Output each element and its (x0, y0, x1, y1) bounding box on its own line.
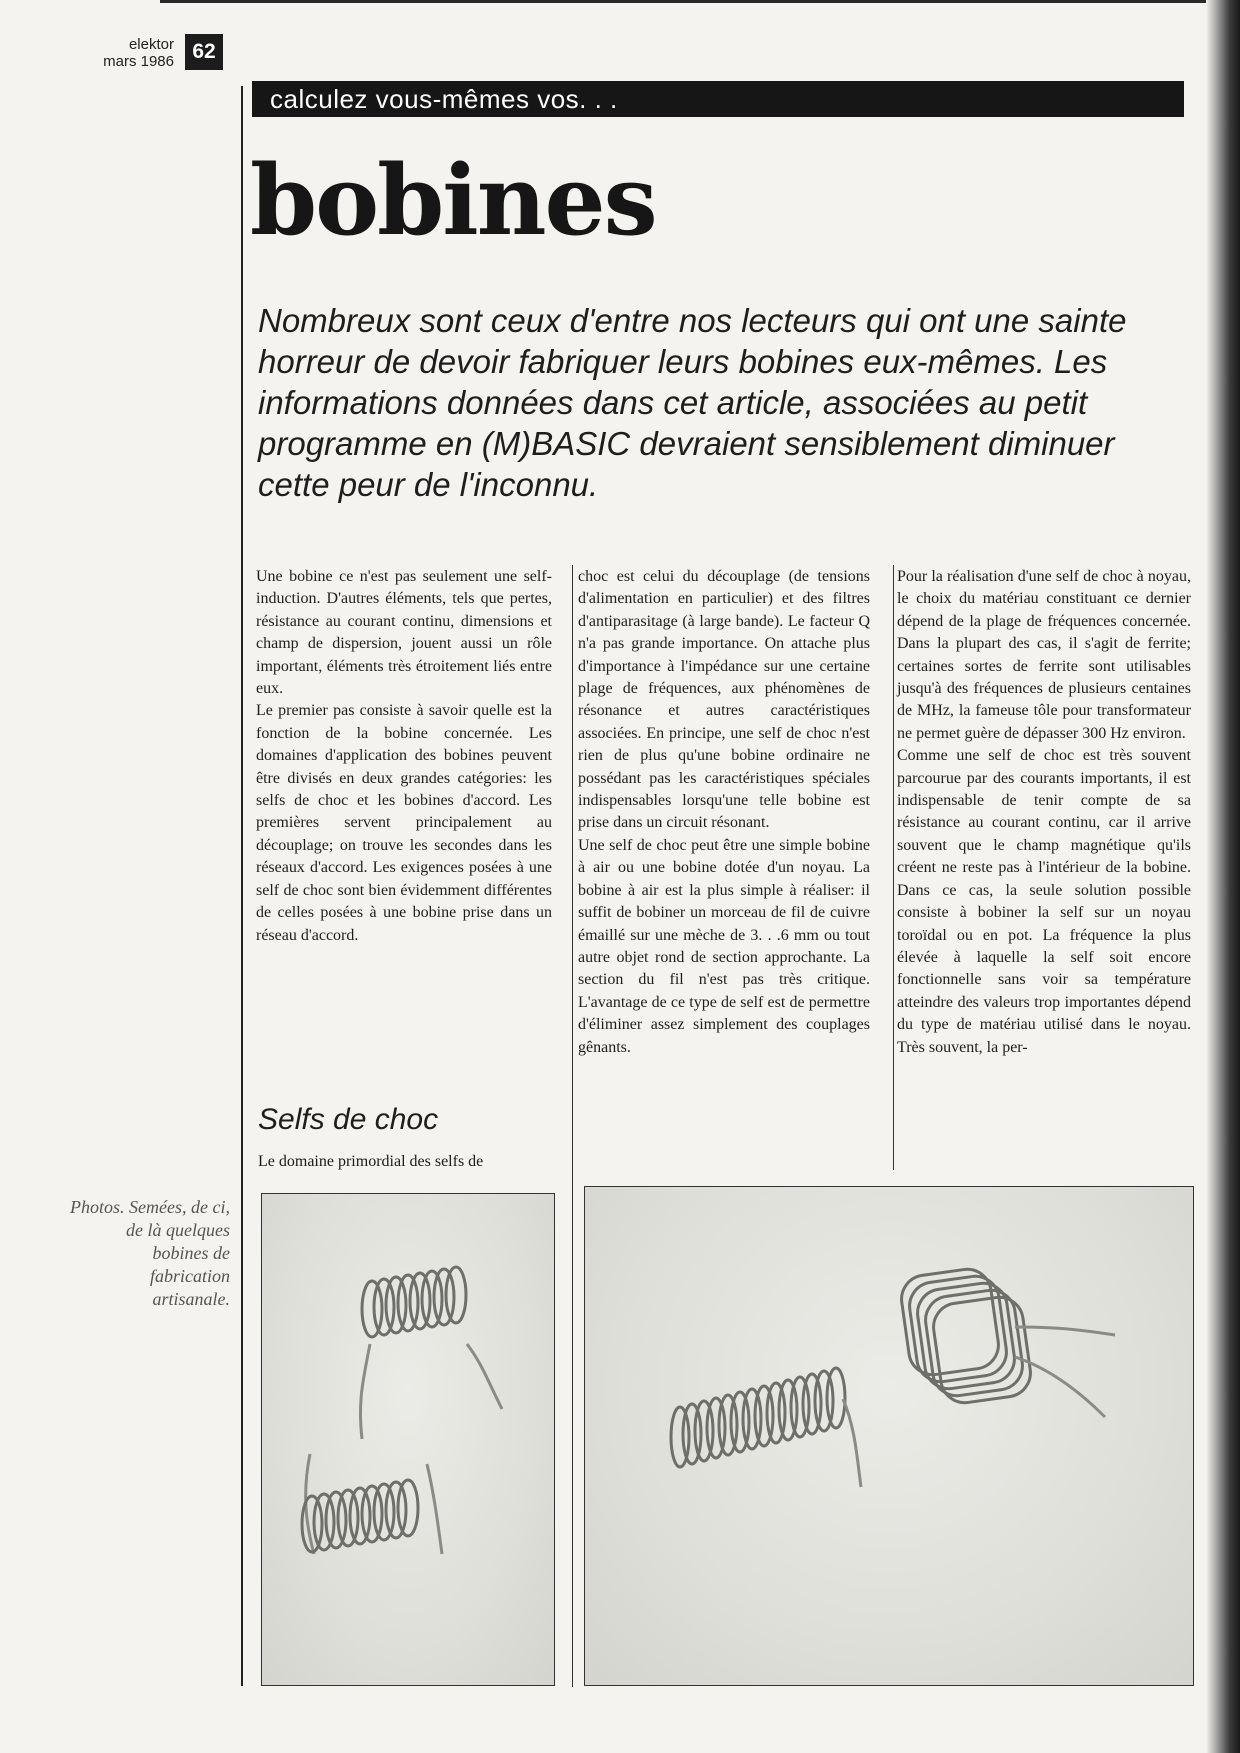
text-column-3 (897, 566, 1191, 1059)
publication-name: elektor (128, 36, 174, 53)
left-vertical-rule (241, 86, 243, 1686)
photo-coils-right (584, 1186, 1194, 1686)
photo-coils-left (261, 1193, 555, 1686)
issue-date: mars 1986 (103, 53, 174, 70)
article-title: bobines (250, 144, 656, 257)
text-column-1 (256, 566, 552, 947)
coil-illustration-left (262, 1194, 555, 1686)
photo-caption: Photos. Semées, de ci, de là quelques bobines de fabrication artisanale. (70, 1197, 230, 1309)
paragraph: Une bobine ce n'est pas seulement une self-induction. D'autres éléments, tels que pertes, résistance au courant continu, dimensions et champ de dispersion, jouent aussi un rôle important, éléments très étroitement liés entre eux. (256, 568, 552, 698)
section-heading: Selfs de choc (258, 1103, 439, 1136)
paragraph: Le premier pas consiste à savoir quelle est la fonction de la bobine concernée. Les domaines d'application des bobines peuvent être divisés en deux grandes catégories: les selfs de choc et les bobines d'accord. Les premières servent principalement au découplage; on trouve les secondes dans les réseaux d'accord. Les exigences posées à une self de choc sont bien évidemment différentes de celles posées à une bobine prise dans un réseau d'accord. (256, 702, 552, 944)
text-column-2 (578, 566, 870, 1059)
paragraph: Une self de choc peut être une simple bobine à air ou une bobine dotée d'un noyau. La bobine à air est la plus simple à réaliser: il suffit de bobiner un morceau de fil de cuivre émaillé sur une mèche de 3. . .6 mm ou tout autre objet rond de section approchante. La section du fil n'est pas très critique. L'avantage de ce type de self est de permettre d'éliminer assez simplement des couplages gênants. (578, 836, 870, 1056)
top-rule (160, 0, 1210, 3)
page-gutter-shadow (1206, 0, 1240, 1753)
page-number: 62 (185, 34, 223, 70)
masthead (96, 36, 174, 70)
paragraph: Comme une self de choc est très souvent parcourue par des courants importants, il est indispensable de tenir compte de sa résistance au courant continu, car il arrive souvent que le champ magnétique qu'ils créent ne reste pas à l'intérieur de la bobine. Dans ce cas, la seule solution possible consiste à bobiner la self sur un noyau toroïdal ou en pot. La fréquence la plus élevée à laquelle la self soit encore fonctionnelle sans voir sa température atteindre des valeurs trop importantes dépend du type de matériau utilisé dans le noyau. Très souvent, la per- (897, 747, 1191, 1056)
lead-paragraph: Nombreux sont ceux d'entre nos lecteurs qui ont une sainte horreur de devoir fabriquer leurs bobines eux-mêmes. Les informations données dans cet article, associées au petit programme en (M)BASIC devraient sensiblement diminuer cette peur de l'inconnu. (258, 302, 1127, 503)
column-rule-1 (572, 565, 573, 1687)
kicker-banner: calculez vous-mêmes vos. . . (252, 81, 1184, 117)
coil-illustration-right (585, 1187, 1194, 1686)
paragraph: choc est celui du découplage (de tensions d'alimentation en particulier) et des filtres d'antiparasitage (à large bande). Le facteur Q n'a pas grande importance. On attache plus d'importance à l'impédance sur une certaine plage de fréquences, aux phénomènes de résonance et autres caractéristiques associées. En principe, une self de choc n'est rien de plus qu'une bobine ordinaire ne possédant pas les caractéristiques spéciales indispensables lorsqu'une telle bobine est prise dans un circuit résonant. (578, 568, 870, 832)
section-paragraph: Le domaine primordial des selfs de (258, 1153, 484, 1170)
column-rule-2 (893, 565, 894, 1170)
paragraph: Pour la réalisation d'une self de choc à noyau, le choix du matériau constituant ce dernier dépend de la plage de fréquences concernée. Dans la plupart des cas, il s'agit de ferrite; certaines sortes de ferrite sont utilisables jusqu'à des fréquences de plusieurs centaines de MHz, la fameuse tôle pour transformateur ne permet guère de dépasser 300 Hz environ. (897, 568, 1191, 742)
